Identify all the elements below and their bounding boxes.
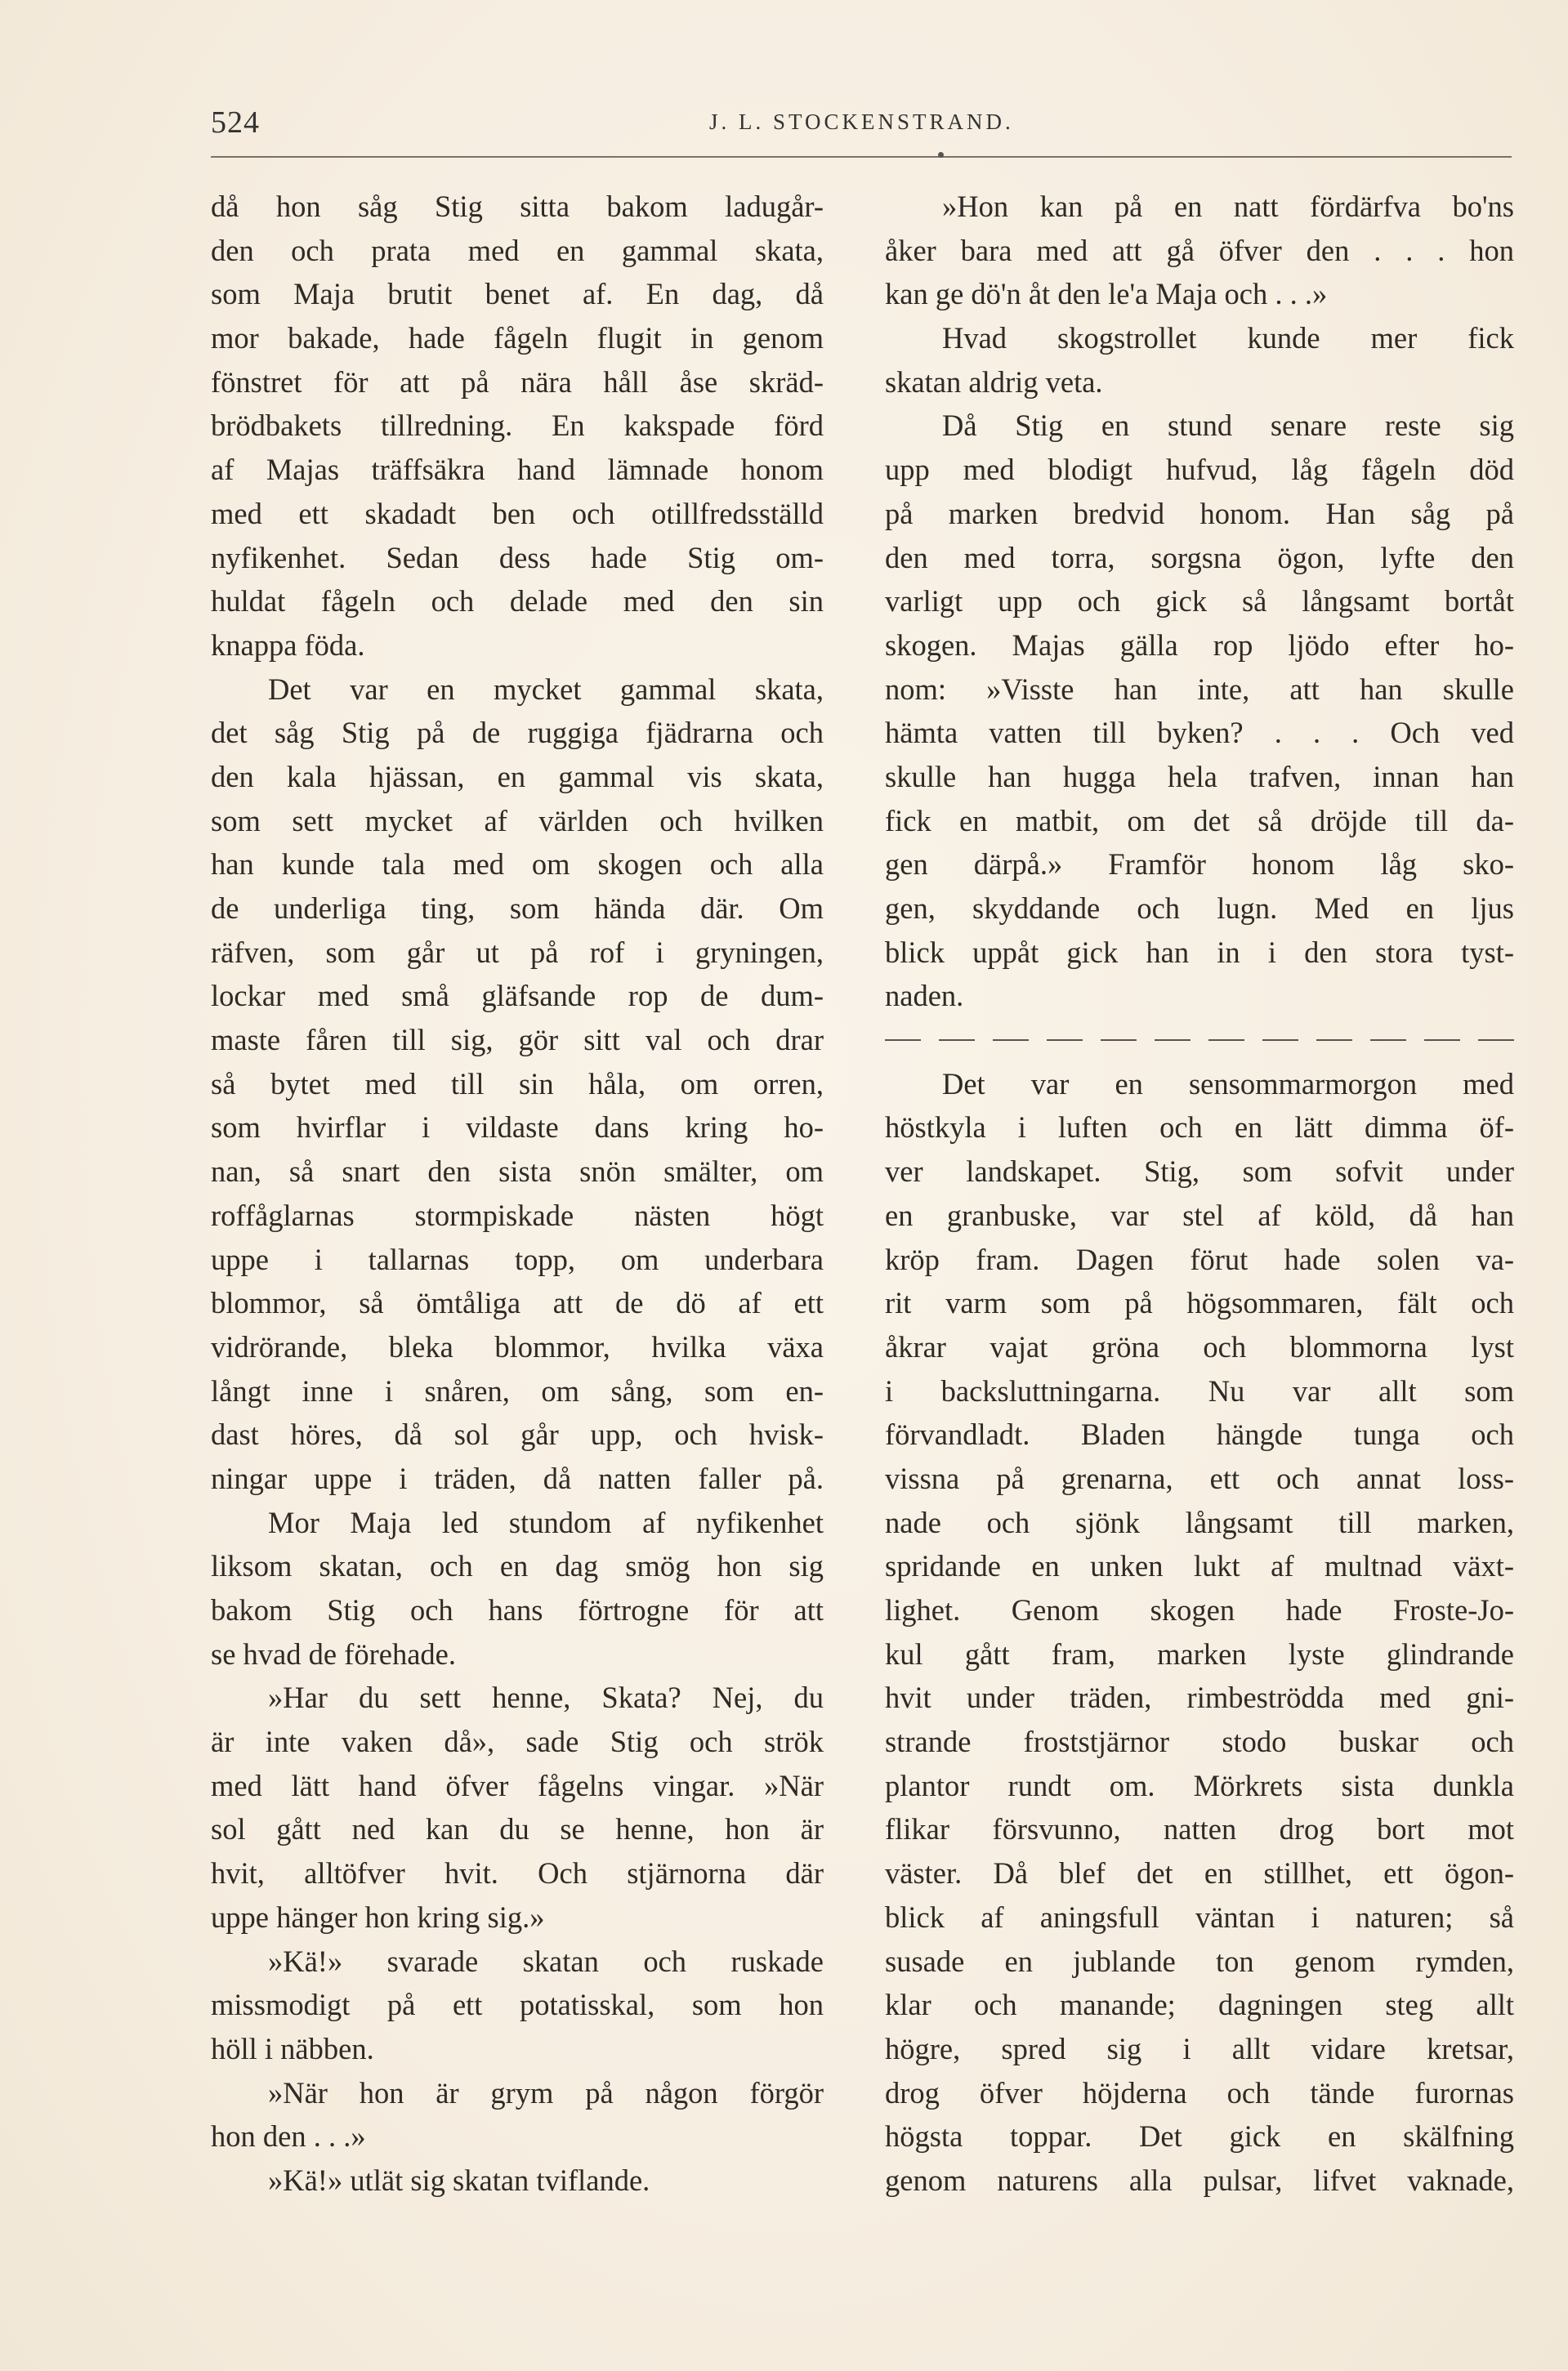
text-line: kan ge dö'n åt den le'a Maja och . . .» xyxy=(885,277,1328,311)
text-line: »Hon kan på en natt fördärfva bo'ns xyxy=(942,190,1514,223)
text-line: långt inne i snåren, om sång, som en- xyxy=(211,1373,824,1408)
text-line: se hvad de förehade. xyxy=(211,1636,456,1671)
text-line: hvit, alltöfver hvit. Och stjärnorna där xyxy=(211,1856,824,1891)
left-column xyxy=(211,185,824,2203)
text-line: huldat fågeln och delade med den sin xyxy=(211,584,824,618)
text-line: ningar uppe i träden, då natten faller på. xyxy=(211,1461,824,1495)
text-line: »Kä!» svarade skatan och ruskade xyxy=(268,1944,824,1978)
text-line: roffåglarnas stormpiskade nästen högt xyxy=(211,1198,824,1232)
text-line: maste fåren till sig, gör sitt val och drar xyxy=(211,1023,824,1057)
text-line: klar och manande; dagningen steg allt xyxy=(885,1988,1514,2022)
text-line: nade och sjönk långsamt till marken, xyxy=(885,1505,1514,1539)
text-line: knappa föda. xyxy=(211,627,365,662)
text-line: kröp fram. Dagen förut hade solen va- xyxy=(885,1242,1514,1276)
text-line: fönstret för att på nära håll åse skräd- xyxy=(211,364,824,399)
right-column xyxy=(885,185,1514,2203)
text-line: blick af aningsfull väntan i naturen; så xyxy=(885,1900,1514,1934)
right-column-bottom-text xyxy=(885,1062,1514,2203)
right-column-top-text xyxy=(885,185,1514,1018)
text-line: på marken bredvid honom. Han såg på xyxy=(885,496,1514,530)
text-line: Mor Maja led stundom af nyfikenhet xyxy=(268,1505,824,1539)
text-line: susade en jublande ton genom rymden, xyxy=(885,1944,1514,1978)
text-line: naden. xyxy=(885,979,964,1013)
text-line: i backsluttningarna. Nu var allt som xyxy=(885,1373,1514,1408)
text-line: som sett mycket af världen och hvilken xyxy=(211,803,824,837)
text-line: af Majas träffsäkra hand lämnade honom xyxy=(211,453,824,487)
text-line: som Maja brutit benet af. En dag, då xyxy=(211,277,824,311)
text-line: hon den . . .» xyxy=(211,2119,366,2154)
text-line: ver landskapet. Stig, som sofvit under xyxy=(885,1154,1514,1189)
text-line: då hon såg Stig sitta bakom ladugår- xyxy=(211,190,824,223)
text-line: dast höres, då sol går upp, och hvisk- xyxy=(211,1418,824,1452)
text-line: det såg Stig på de ruggiga fjädrarna och xyxy=(211,716,824,750)
text-line: vidrörande, bleka blommor, hvilka växa xyxy=(211,1329,824,1364)
text-line: nan, så snart den sista snön smälter, om xyxy=(211,1154,824,1189)
text-line: den med torra, sorgsna ögon, lyfte den xyxy=(885,540,1514,574)
text-line: med ett skadadt ben och otillfredsställd xyxy=(211,496,824,530)
text-line: en granbuske, var stel af köld, då han xyxy=(885,1198,1514,1232)
text-line: upp med blodigt hufvud, låg fågeln död xyxy=(885,453,1514,487)
text-line: Det var en sensommarmorgon med xyxy=(942,1066,1514,1101)
text-line: åker bara med att gå öfver den . . . hon xyxy=(885,233,1514,267)
text-line: blick uppåt gick han in i den stora tyst- xyxy=(885,935,1514,969)
text-line: lockar med små gläfsande rop de dum- xyxy=(211,979,824,1013)
text-line: skulle han hugga hela trafven, innan han xyxy=(885,759,1514,793)
running-head: J. L. STOCKENSTRAND. xyxy=(709,109,1014,134)
text-line: gen, skyddande och lugn. Med en ljus xyxy=(885,891,1514,925)
header-ornament-dot xyxy=(938,152,944,158)
text-line: spridande en unken lukt af multnad växt- xyxy=(885,1549,1514,1583)
text-line: förvandladt. Bladen hängde tunga och xyxy=(885,1418,1514,1452)
text-line: väster. Då blef det en stillhet, ett ögon- xyxy=(885,1856,1514,1891)
text-line: är inte vaken då», sade Stig och strök xyxy=(211,1725,824,1759)
page-number: 524 xyxy=(211,105,260,140)
text-line: brödbakets tillredning. En kakspade förd xyxy=(211,409,824,443)
section-break xyxy=(885,1018,1514,1062)
text-line: Det var en mycket gammal skata, xyxy=(268,672,824,706)
text-line: missmodigt på ett potatisskal, som hon xyxy=(211,1988,824,2022)
text-line: nom: »Visste han inte, att han skulle xyxy=(885,672,1514,706)
page-header xyxy=(211,105,1512,154)
text-line: sol gått ned kan du se henne, hon är xyxy=(211,1812,824,1846)
text-line: liksom skatan, och en dag smög hon sig xyxy=(211,1549,824,1583)
text-line: skogen. Majas gälla rop ljödo efter ho- xyxy=(885,627,1514,662)
header-rule xyxy=(211,156,1512,158)
text-line: den och prata med en gammal skata, xyxy=(211,233,824,267)
text-line: »När hon är grym på någon förgör xyxy=(268,2075,824,2110)
text-line: han kunde tala med om skogen och alla xyxy=(211,847,824,882)
text-line: strande froststjärnor stodo buskar och xyxy=(885,1725,1514,1759)
text-line: vissna på grenarna, ett och annat loss- xyxy=(885,1461,1514,1495)
text-line: lighet. Genom skogen hade Froste-Jo- xyxy=(885,1593,1514,1627)
text-line: skatan aldrig veta. xyxy=(885,364,1103,399)
text-line: så bytet med till sin håla, om orren, xyxy=(211,1066,824,1101)
text-line: mor bakade, hade fågeln flugit in genom xyxy=(211,321,824,355)
text-line: hämta vatten till byken? . . . Och ved xyxy=(885,716,1514,750)
text-line: genom naturens alla pulsar, lifvet vaknade, xyxy=(885,2163,1514,2197)
text-line: »Har du sett henne, Skata? Nej, du xyxy=(268,1681,824,1715)
text-line: med lätt hand öfver fågelns vingar. »När xyxy=(211,1768,824,1802)
text-line: varligt upp och gick så långsamt bortåt xyxy=(885,584,1514,618)
text-line: höll i näbben. xyxy=(211,2031,374,2065)
text-line: drog öfver höjderna och tände furornas xyxy=(885,2075,1514,2110)
text-line: hvit under träden, rimbeströdda med gni- xyxy=(885,1681,1514,1715)
text-line: plantor rundt om. Mörkrets sista dunkla xyxy=(885,1768,1514,1802)
text-line: räfven, som går ut på rof i gryningen, xyxy=(211,935,824,969)
text-line: Hvad skogstrollet kunde mer fick xyxy=(942,321,1514,355)
text-line: fick en matbit, om det så dröjde till da- xyxy=(885,803,1514,837)
text-line: Då Stig en stund senare reste sig xyxy=(942,409,1514,443)
text-line: högre, spred sig i allt vidare kretsar, xyxy=(885,2031,1514,2065)
text-line: uppe hänger hon kring sig.» xyxy=(211,1900,545,1934)
text-line: gen därpå.» Framför honom låg sko- xyxy=(885,847,1514,882)
text-line: högsta toppar. Det gick en skälfning xyxy=(885,2119,1514,2154)
text-line: nyfikenhet. Sedan dess hade Stig om- xyxy=(211,540,824,574)
text-line: den kala hjässan, en gammal vis skata, xyxy=(211,759,824,793)
text-line: »Kä!» utlät sig skatan tviflande. xyxy=(268,2163,650,2197)
text-line: rit varm som på högsommaren, fält och xyxy=(885,1286,1514,1320)
text-line: bakom Stig och hans förtrogne för att xyxy=(211,1593,824,1627)
text-line: de underliga ting, som hända där. Om xyxy=(211,891,824,925)
text-line: höstkyla i luften och en lätt dimma öf- xyxy=(885,1110,1514,1145)
text-line: blommor, så ömtåliga att de dö af ett xyxy=(211,1286,824,1320)
text-line: kul gått fram, marken lyste glindrande xyxy=(885,1636,1514,1671)
text-line: flikar försvunno, natten drog bort mot xyxy=(885,1812,1514,1846)
text-line: åkrar vajat gröna och blommorna lyst xyxy=(885,1329,1514,1364)
text-line: uppe i tallarnas topp, om underbara xyxy=(211,1242,824,1276)
text-line: som hvirflar i vildaste dans kring ho- xyxy=(211,1110,824,1145)
